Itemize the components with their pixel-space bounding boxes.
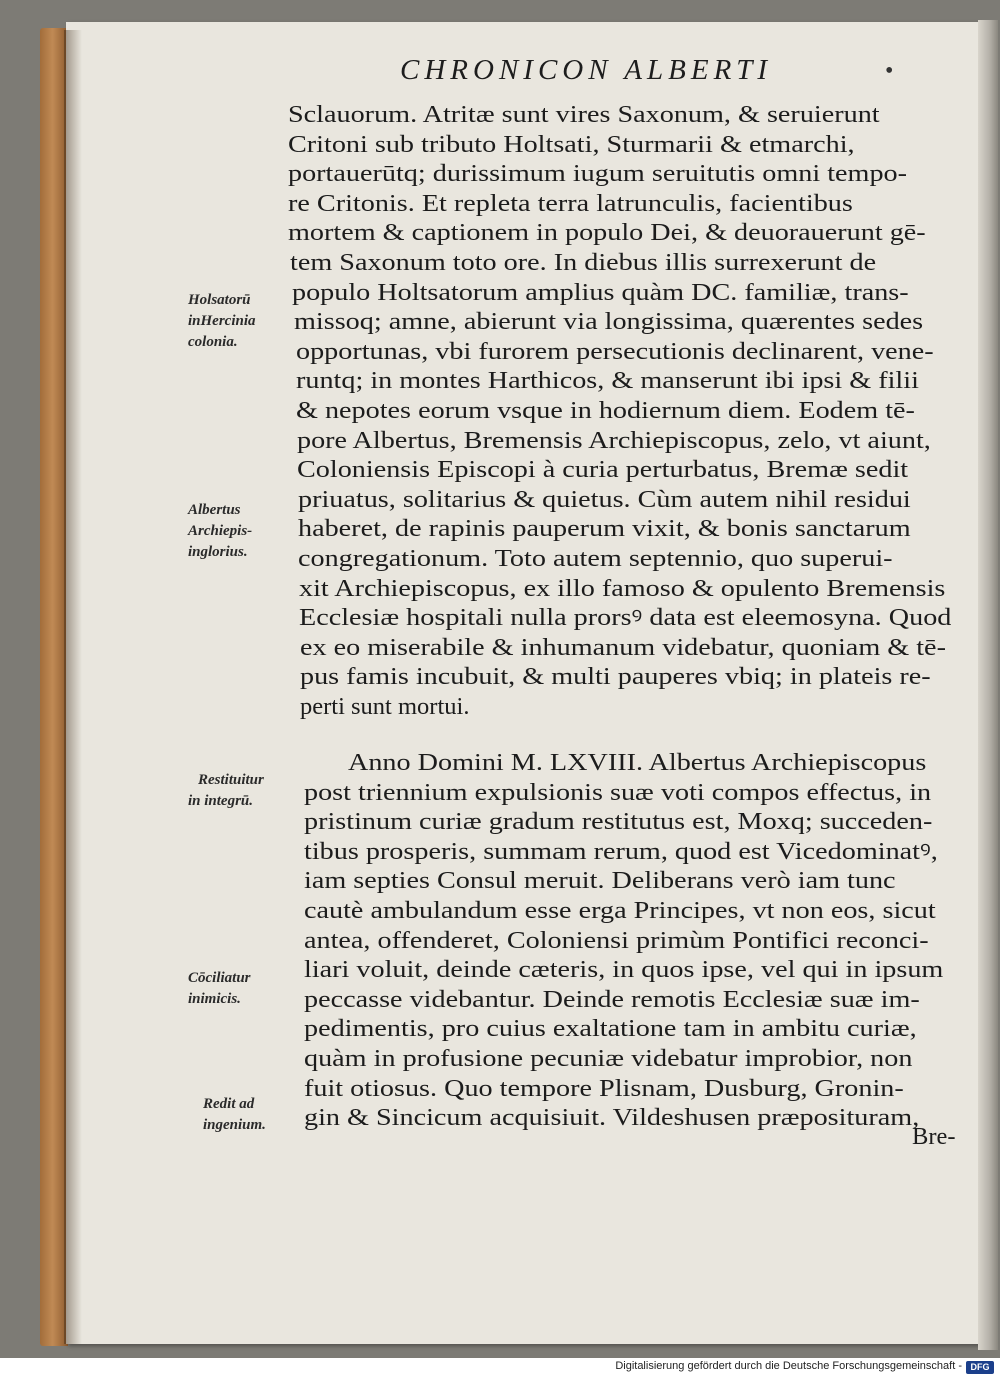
text-line: pedimentis, pro cuius exaltatione tam in ambitu curiæ, bbox=[304, 1015, 917, 1043]
margin-note-line: Albertus bbox=[188, 502, 241, 518]
spine-shadow bbox=[64, 30, 82, 1344]
footer-bar bbox=[0, 1358, 1000, 1378]
text-line: Critoni sub tributo Holtsati, Sturmarii & etmarchi, bbox=[288, 130, 855, 158]
footer-credit: Digitalisierung gefördert durch die Deutsche Forschungsgemeinschaft - bbox=[615, 1360, 962, 1372]
text-line: quàm in profusione pecuniæ videbatur improbior, non bbox=[304, 1045, 913, 1072]
text-line: peccasse videbantur. Deinde remotis Ecclesiæ suæ im- bbox=[304, 985, 920, 1013]
margin-note-line: inHercinia bbox=[188, 313, 256, 329]
running-head-mark: • bbox=[885, 58, 894, 84]
text-line: priuatus, solitarius & quietus. Cùm autem nihil residui bbox=[298, 485, 911, 513]
text-line: cautè ambulandum esse erga Principes, vt non eos, sicut bbox=[304, 897, 936, 924]
text-line: re Critonis. Et repleta terra latrunculis, facientibus bbox=[288, 189, 853, 217]
text-line: pristinum curiæ gradum restitutus est, Moxq; succeden- bbox=[304, 808, 933, 836]
text-line: populo Holtsatorum amplius quàm DC. familiæ, trans- bbox=[292, 278, 909, 306]
text-line: post triennium expulsionis suæ voti compos effectus, in bbox=[304, 778, 932, 806]
text-line: Anno Domini M. LXVIII. Albertus Archiepiscopus bbox=[348, 749, 927, 776]
text-line: tem Saxonum toto ore. In diebus illis surrexerunt de bbox=[290, 249, 877, 276]
text-line: ex eo miserabile & inhumanum videbatur, quoniam & tē- bbox=[300, 633, 946, 661]
margin-note-line: Restituitur bbox=[198, 772, 264, 788]
text-line: liari voluit, deinde cæteris, in quos ipse, vel qui in ipsum bbox=[304, 956, 944, 984]
text-line: perti sunt mortui. bbox=[300, 693, 470, 720]
text-line: pus famis incubuit, & multi pauperes vbiq; in plateis re- bbox=[300, 663, 931, 691]
text-line: mortem & captionem in populo Dei, & deuorauerunt gē- bbox=[288, 219, 926, 247]
text-line: congregationum. Toto autem septennio, quo superui- bbox=[298, 545, 893, 572]
running-head: CHRONICON ALBERTI bbox=[400, 54, 773, 86]
margin-note-line: ingenium. bbox=[203, 1117, 266, 1133]
margin-note-line: inglorius. bbox=[188, 544, 248, 560]
margin-note-line: colonia. bbox=[188, 334, 238, 350]
margin-note-line: inimicis. bbox=[188, 991, 241, 1007]
margin-note-line: Redit ad bbox=[203, 1096, 255, 1112]
text-line: Sclauorum. Atritæ sunt vires Saxonum, & seruierunt bbox=[288, 101, 880, 128]
text-line: gin & Sincicum acquisiuit. Vildeshusen præposituram, bbox=[304, 1104, 920, 1132]
text-line: opportunas, vbi furorem persecutionis declinarent, vene- bbox=[296, 337, 934, 365]
text-line: tibus prosperis, summam rerum, quod est Vicedominatꝰ, bbox=[304, 837, 938, 865]
page-right-edge bbox=[978, 20, 998, 1350]
text-line: Ecclesiæ hospitali nulla prorsꝰ data est eleemosyna. Quod bbox=[299, 604, 952, 632]
text-line: iam septies Consul meruit. Deliberans verò iam tunc bbox=[304, 867, 896, 895]
text-line: xit Archiepiscopus, ex illo famoso & opulento Bremensis bbox=[299, 574, 946, 602]
margin-note-line: Cōciliatur bbox=[188, 970, 251, 986]
text-line: & nepotes eorum vsque in hodiernum diem. Eodem tē- bbox=[296, 397, 915, 424]
text-line: haberet, de rapinis pauperum vixit, & bonis sanctarum bbox=[298, 515, 911, 543]
margin-note-line: Holsatorū bbox=[188, 292, 251, 308]
text-line: runtq; in montes Harthicos, & manserunt ibi ipsi & filii bbox=[296, 367, 919, 395]
text-line: portauerūtq; durissimum iugum seruitutis omni tempo- bbox=[288, 160, 908, 188]
catchword: Bre- bbox=[912, 1123, 956, 1150]
dfg-logo: DFG bbox=[966, 1361, 994, 1374]
margin-note-line: in integrū. bbox=[188, 793, 254, 809]
text-line: Coloniensis Episcopi à curia perturbatus, Bremæ sedit bbox=[297, 456, 909, 484]
text-line: missoq; amne, abierunt via longissima, quærentes sedes bbox=[294, 308, 924, 336]
text-line: pore Albertus, Bremensis Archiepiscopus, zelo, vt aiunt, bbox=[297, 426, 931, 454]
text-line: antea, offenderet, Coloniensi primùm Pontifici reconci- bbox=[304, 926, 929, 954]
text-line: fuit otiosus. Quo tempore Plisnam, Dusburg, Gronin- bbox=[304, 1074, 904, 1102]
margin-note-line: Archiepis- bbox=[188, 523, 253, 539]
